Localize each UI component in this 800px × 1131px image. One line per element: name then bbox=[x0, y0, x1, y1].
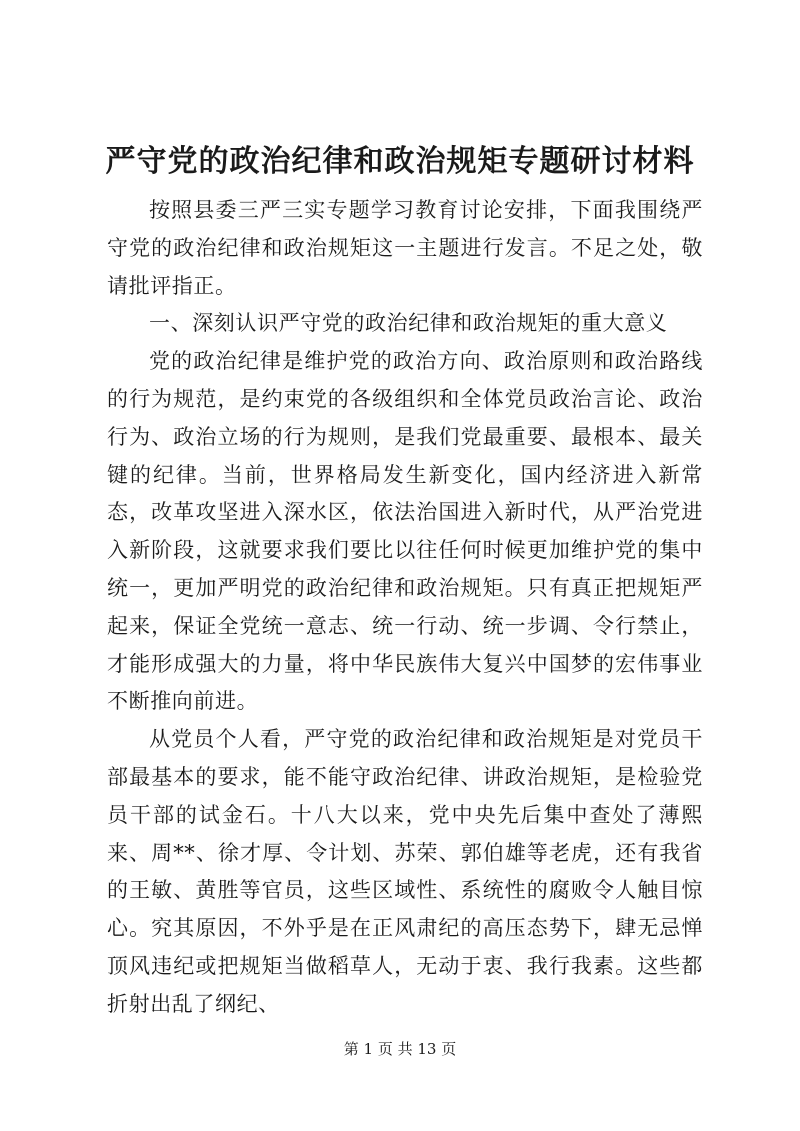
document-title: 严守党的政治纪律和政治规矩专题研讨材料 bbox=[105, 144, 695, 179]
document-body bbox=[107, 192, 703, 1024]
paragraph-intro: 按照县委三严三实专题学习教育讨论安排，下面我围绕严守党的政治纪律和政治规矩这一主题进行发言。不足之处，敬请批评指正。 bbox=[107, 198, 703, 298]
page-number-footer: 第 1 页 共 13 页 bbox=[343, 1040, 457, 1058]
paragraph-political-discipline: 党的政治纪律是维护党的政治方向、政治原则和政治路线的行为规范，是约束党的各级组织和全体党员政治言论、政治行为、政治立场的行为规则，是我们党最重要、最根本、最关键的纪律。当前，世界格局发生新变化，国内经济进入新常态，改革攻坚进入深水区，依法治国进入新时代，从严治党进入新阶段，这就要求我们要比以往任何时候更加维护党的集中统一，更加严明党的政治纪律和政治规矩。只有真正把规矩严起来，保证全党统一意志、统一行动、统一步调、令行禁止，才能形成强大的力量，将中华民族伟大复兴中国梦的宏伟事业不断推向前进。 bbox=[107, 349, 703, 714]
paragraph-individual-perspective: 从党员个人看，严守党的政治纪律和政治规矩是对党员干部最基本的要求，能不能守政治纪律、讲政治规矩，是检验党员干部的试金石。十八大以来，党中央先后集中查处了薄熙来、周**、徐才厚、令计划、苏荣、郭伯雄等老虎，还有我省的王敏、黄胜等官员，这些区域性、系统性的腐败令人触目惊心。究其原因，不外乎是在正风肃纪的高压态势下，肆无忌惮顶风违纪或把规矩当做稻草人，无动于衷、我行我素。这些都折射出乱了纲纪、 bbox=[107, 727, 703, 1016]
section-heading-1: 一、深刻认识严守党的政治纪律和政治规矩的重大意义 bbox=[149, 311, 668, 336]
